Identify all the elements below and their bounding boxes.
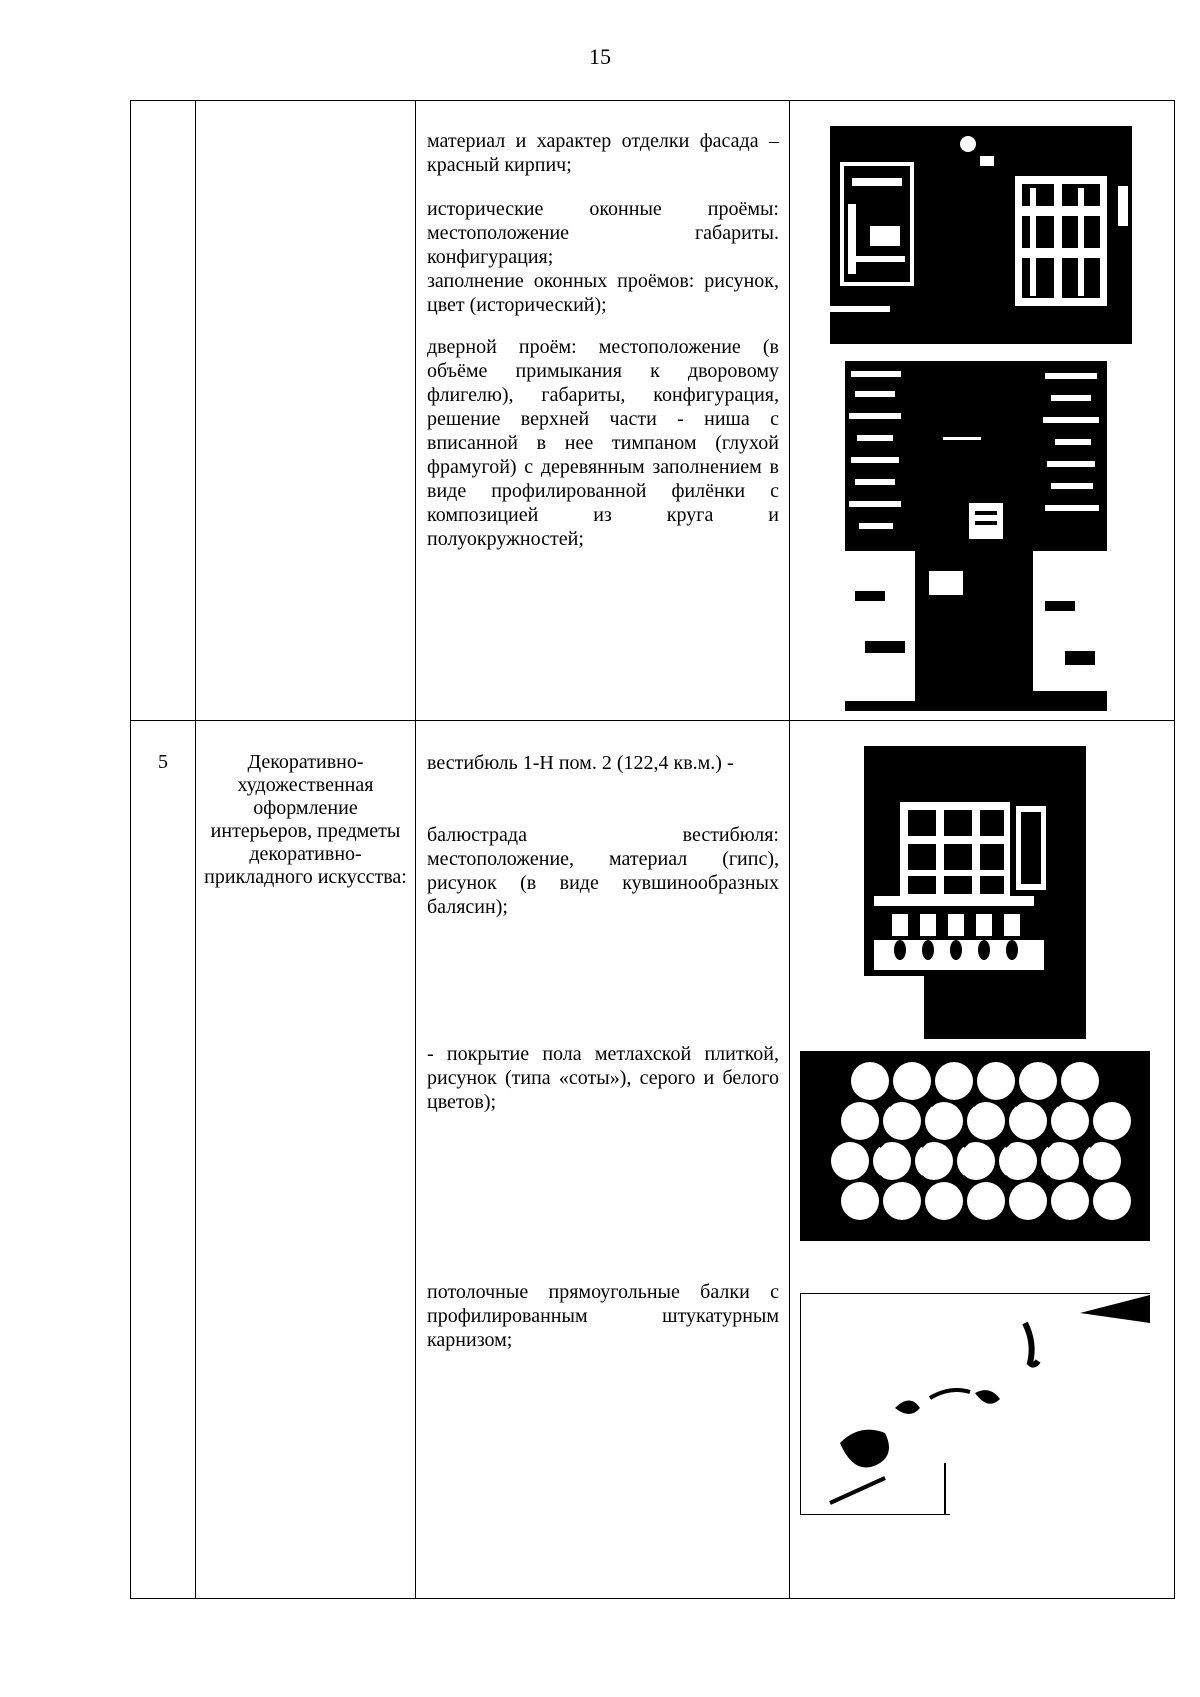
page-number: 15: [589, 44, 611, 69]
door-opening-photo: [845, 361, 1107, 711]
floor-tile-text: - покрытие пола метлахской плиткой, рисунок (типа «соты»), серого и белого цветов);: [427, 1043, 779, 1113]
window-fill-text: заполнение оконных проёмов: рисунок, цвет (исторический);: [427, 270, 779, 316]
door-opening-text: дверной проём: местоположение (в объёме примыкания к дворовому флигелю), габариты, конфигурация, решение верхней части - ниша с вписанной в нее тимпаном (глухой фрамугой) с деревянным заполнением в виде профилированной филёнки с композицией из круга и полуокружностей;: [427, 336, 779, 550]
floor-tile-photo: [800, 1051, 1150, 1241]
table-row: [131, 721, 1175, 1599]
balustrade-photo: [864, 746, 1086, 1039]
window-openings-text: исторические оконные проёмы: местоположение габариты. конфигурация;: [427, 198, 779, 268]
ceiling-beams-text: потолочные прямоугольные балки с профилированным штукатурным карнизом;: [427, 1281, 779, 1351]
row-number: 5: [131, 721, 196, 1599]
facade-material-text: материал и характер отделки фасада – красный кирпич;: [427, 130, 779, 176]
row-description: [416, 721, 790, 1599]
row-description: [416, 101, 790, 721]
row-number: [131, 101, 196, 721]
row-category: [196, 101, 416, 721]
monument-features-table: [130, 100, 1175, 1599]
table-row: [131, 101, 1175, 721]
row-photos: [790, 101, 1175, 721]
ceiling-beams-photo: [800, 1293, 1150, 1515]
balustrade-text: балюстрада вестибюля: местоположение, материал (гипс), рисунок (в виде кувшинообразных балясин);: [427, 824, 779, 918]
facade-windows-photo: [830, 126, 1132, 344]
row-photos: [790, 721, 1175, 1599]
vestibule-text: вестибюль 1-Н пом. 2 (122,4 кв.м.) -: [427, 752, 734, 774]
row-category: Декоративно-художественная оформление интерьеров, предметы декоративно-прикладного искусства:: [196, 721, 416, 1599]
